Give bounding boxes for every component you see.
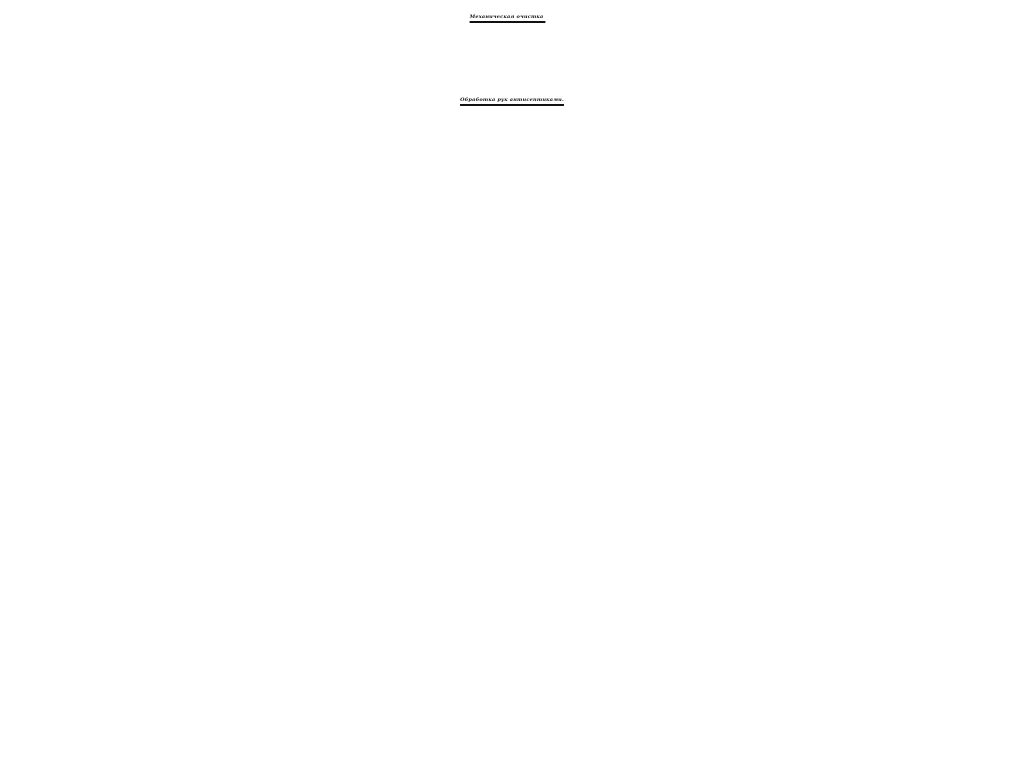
paragraph2-line-1 xyxy=(0,239,1024,261)
solution-item xyxy=(0,578,1024,600)
paragraph1-line-3 xyxy=(0,203,1024,225)
principle-line-1 xyxy=(0,384,1024,410)
paragraph2-line-2 xyxy=(0,275,1024,297)
solution-item xyxy=(0,650,1024,672)
solution-item xyxy=(0,543,1024,565)
principle-line-3 xyxy=(0,466,1024,492)
mechanical-line-1 xyxy=(0,2,1024,32)
mechanical-title: Механическая очистка xyxy=(469,14,546,20)
mechanical-line-2 xyxy=(0,44,1024,66)
paragraph1-line-2 xyxy=(0,167,1024,189)
paragraph1-line-1 xyxy=(0,131,1024,153)
antiseptic-title: Обработка рук антисептиками. xyxy=(460,97,564,103)
solution-item xyxy=(0,686,1024,708)
solutions-intro xyxy=(0,507,1024,529)
principle-line-2 xyxy=(0,425,1024,451)
solution-item xyxy=(0,722,1024,744)
solution-item xyxy=(0,614,1024,636)
paragraph3-line-1 xyxy=(0,311,1024,333)
paragraph3-line-2 xyxy=(0,347,1024,369)
